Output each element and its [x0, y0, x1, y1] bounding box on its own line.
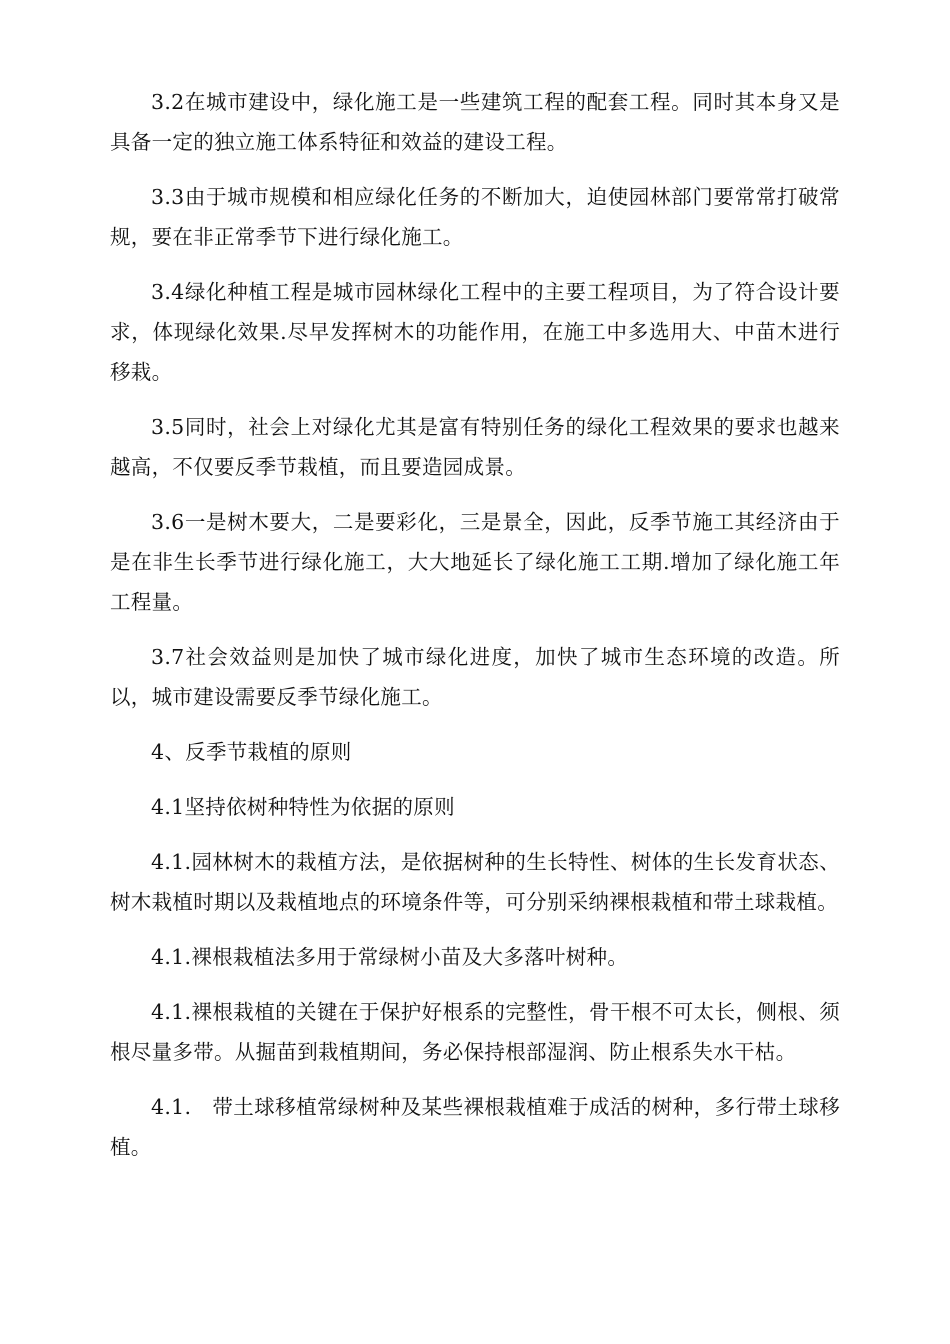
paragraph-3-4: 3.4绿化种植工程是城市园林绿化工程中的主要工程项目，为了符合设计要求，体现绿化效果.尽早发挥树木的功能作用，在施工中多选用大、中苗木进行移栽。: [110, 280, 840, 384]
paragraph-4-1-b: 4.1.裸根栽植法多用于常绿树小苗及大多落叶树种。: [151, 945, 629, 969]
paragraph-3-3: 3.3由于城市规模和相应绿化任务的不断加大，迫使园林部门要常常打破常规，要在非正常季节下进行绿化施工。: [110, 185, 840, 249]
document-body: [110, 82, 840, 1182]
paragraph-4-1-d: 4.1. 带土球移植常绿树种及某些裸根栽植难于成活的树种，多行带土球移植。: [110, 1095, 840, 1159]
subsection-heading-4-1: 4.1坚持依树种特性为依据的原则: [151, 795, 455, 819]
paragraph-3-5: 3.5同时，社会上对绿化尤其是富有特别任务的绿化工程效果的要求也越来越高，不仅要反季节栽植，而且要造园成景。: [110, 415, 840, 479]
section-heading-4: 4、反季节栽植的原则: [151, 740, 352, 764]
paragraph-3-6: 3.6一是树木要大，二是要彩化，三是景全，因此，反季节施工其经济由于是在非生长季节进行绿化施工，大大地延长了绿化施工工期.增加了绿化施工年工程量。: [110, 510, 840, 614]
paragraph-3-7: 3.7社会效益则是加快了城市绿化进度，加快了城市生态环境的改造。所以，城市建设需要反季节绿化施工。: [110, 645, 840, 709]
paragraph-4-1-c: 4.1.裸根栽植的关键在于保护好根系的完整性，骨干根不可太长，侧根、须根尽量多带。从掘苗到栽植期间，务必保持根部湿润、防止根系失水干枯。: [110, 1000, 840, 1064]
paragraph-4-1-a: 4.1.园林树木的栽植方法，是依据树种的生长特性、树体的生长发育状态、树木栽植时期以及栽植地点的环境条件等，可分别采纳裸根栽植和带土球栽植。: [110, 850, 840, 914]
paragraph-3-2: 3.2在城市建设中，绿化施工是一些建筑工程的配套工程。同时其本身又是具备一定的独立施工体系特征和效益的建设工程。: [110, 90, 840, 154]
